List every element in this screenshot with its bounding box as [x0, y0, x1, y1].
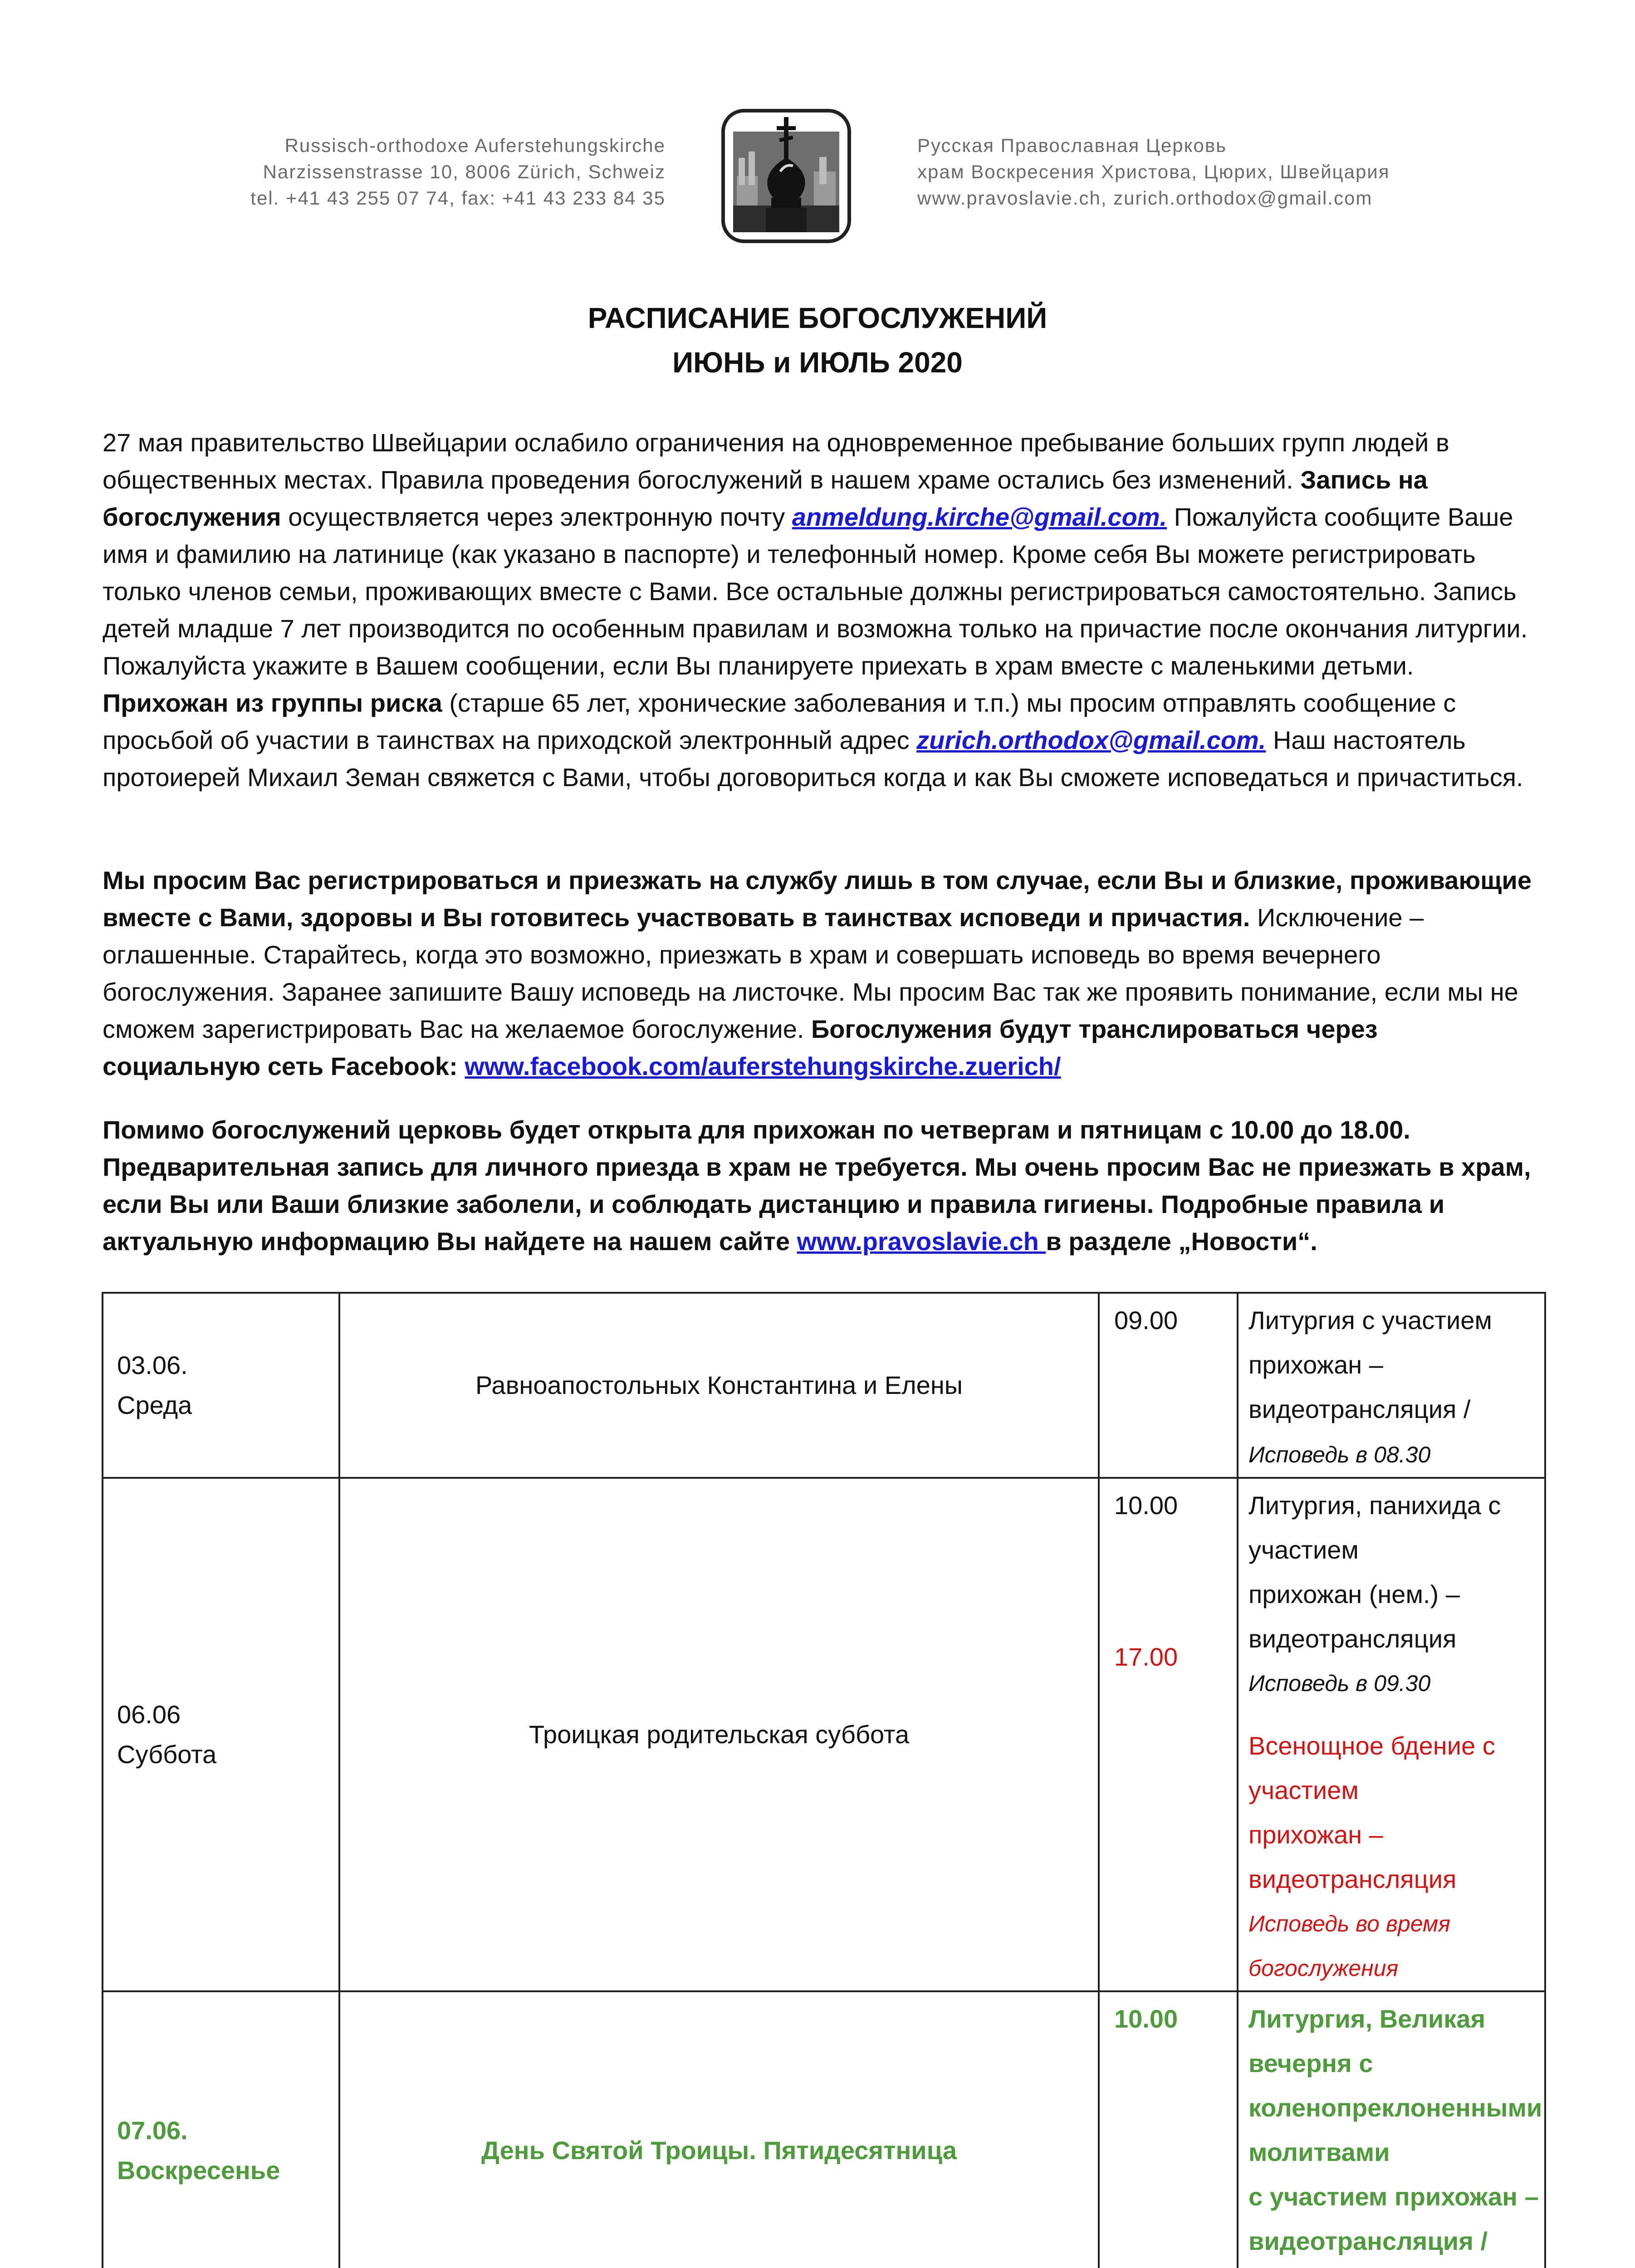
service-line: Всенощное бдение с участием — [1248, 1731, 1495, 1804]
table-row — [103, 1293, 1545, 1478]
letterhead-line: www.pravoslavie.ch, zurich.orthodox@gmail.com — [917, 187, 1373, 209]
intro-paragraph — [103, 424, 1536, 796]
feast-cell — [339, 1478, 1099, 1991]
service-line: с участием прихожан – — [1248, 2182, 1539, 2211]
date: 07.06. — [117, 2116, 188, 2145]
request-bold-broadcast: Богослужения будут транслироваться через социальную сеть Facebook: — [103, 1015, 1378, 1080]
time-cell — [1099, 1991, 1238, 2268]
confession-note: Исповедь в 08.30 — [1248, 1442, 1431, 1467]
service-time: 10.00 — [1114, 2004, 1178, 2033]
letterhead-line: Русская Православная Церковь — [917, 135, 1227, 156]
letterhead-line: храм Воскресения Христова, Цюрих, Швейцария — [917, 161, 1390, 182]
confession-note: Исповедь в 09.30 — [1248, 1671, 1431, 1696]
title-line-1: РАСПИСАНИЕ БОГОСЛУЖЕНИЙ — [587, 302, 1048, 334]
time-cell — [1099, 1478, 1238, 1991]
time-cell — [1099, 1293, 1238, 1478]
date-cell — [103, 1478, 339, 1991]
opening-paragraph — [103, 1111, 1536, 1260]
service-cell — [1238, 1478, 1545, 1991]
request-paragraph — [103, 862, 1536, 1085]
intro-text: Наш настоятель протоиерей Михаил Земан свяжется с Вами, чтобы договориться когда и как Вы сможете исповедаться и причаститься. — [103, 726, 1523, 792]
intro-text: 27 мая правительство Швейцарии ослабило ограничения на одновременное пребывание больших групп людей в общественных местах. Правила проведения богослужений в нашем храме остались без изменений. — [103, 428, 1449, 494]
feast-name: Троицкая родительская суббота — [529, 1720, 910, 1749]
parish-email-link[interactable]: zurich.orthodox@gmail.com. — [916, 726, 1266, 754]
website-link[interactable]: www.pravoslavie.ch — [797, 1227, 1046, 1256]
date: 06.06 — [117, 1700, 181, 1729]
letterhead-line: Russisch-orthodoxe Auferstehungskirche — [284, 135, 666, 156]
service-time: 17.00 — [1114, 1642, 1178, 1671]
church-logo-icon — [720, 108, 852, 244]
service-line: Литургия с участием прихожан – — [1248, 1306, 1492, 1379]
date-cell — [103, 1991, 339, 2268]
service-line: коленопреклоненными молитвами — [1248, 2093, 1542, 2166]
service-line: видеотрансляция / — [1248, 1395, 1471, 1423]
service-cell — [1238, 1991, 1545, 2268]
weekday: Воскресенье — [117, 2156, 280, 2185]
feast-name: День Святой Троицы. Пятидесятница — [481, 2136, 957, 2165]
opening-bold-news: в разделе „Новости“. — [1046, 1227, 1317, 1256]
title-line-2: ИЮНЬ и ИЮЛЬ 2020 — [672, 346, 963, 379]
service-line: Литургия, панихида с участием — [1248, 1491, 1501, 1564]
service-line: Литургия, Великая вечерня с — [1248, 2004, 1486, 2077]
intro-bold-risk-group: Прихожан из группы риска — [103, 689, 442, 717]
request-text: Исключение – оглашенные. Старайтесь, когда это возможно, приезжать в храм и совершать исповедь во время вечернего богослужения. Заранее запишите Вашу исповедь на листочке. Мы просим Вас так же проявить понимание, если мы не сможем зарегистрировать Вас на желаемое богослужение. — [103, 903, 1518, 1043]
date-cell — [103, 1293, 339, 1478]
letterhead-line: Narzissenstrasse 10, 8006 Zürich, Schweiz — [263, 161, 666, 182]
intro-bold-registration: Запись на богослужения — [103, 465, 1428, 531]
letterhead-russian — [917, 132, 1390, 211]
service-line: видеотрансляция / — [1248, 2227, 1488, 2255]
service-time: 09.00 — [1114, 1306, 1178, 1334]
table-row — [103, 1478, 1545, 1991]
feast-cell — [339, 1991, 1099, 2268]
intro-text: Пожалуйста сообщите Ваше имя и фамилию на латинице (как указано в паспорте) и телефонный номер. Кроме себя Вы можете регистрировать только членов семьи, проживающих вместе с Вами. Все остальные должны регистрироваться самостоятельно. Запись детей младше 7 лет производится по особенным правилам и возможна только на причастие после окончания литургии. Пожалуйста укажите в Вашем сообщении, если Вы планируете приехать в храм вместе с маленькими детьми. — [103, 503, 1528, 680]
intro-text: осуществляется через электронную почту — [281, 503, 792, 531]
weekday: Суббота — [117, 1740, 217, 1769]
opening-bold-text: Помимо богослужений церковь будет открыта для прихожан по четвергам и пятницам с 10.00 до 18.00. Предварительная запись для личного приезда в храм не требуется. Мы очень просим Вас не приезжать в храм, если Вы или Ваши близкие заболели, и соблюдать дистанцию и правила гигиены. Подробные правила и актуальную информацию Вы найдете на нашем сайте — [103, 1115, 1531, 1256]
service-line: прихожан (нем.) – видеотрансляция — [1248, 1580, 1460, 1653]
page-title — [0, 296, 1635, 385]
table-row — [103, 1991, 1545, 2268]
request-bold-text: Мы просим Вас регистрироваться и приезжать на службу лишь в том случае, если Вы и близкие, проживающие вместе с Вами, здоровы и Вы готовитесь участвовать в таинствах исповеди и причастия. — [103, 866, 1532, 932]
service-time: 10.00 — [1114, 1491, 1178, 1520]
service-line: прихожан – видеотрансляция — [1248, 1820, 1457, 1893]
confession-note: Исповедь во время богослужения — [1248, 1911, 1450, 1981]
letterhead-line: tel. +41 43 255 07 74, fax: +41 43 233 84 35 — [250, 187, 666, 209]
feast-name: Равноапостольных Константина и Елены — [475, 1371, 963, 1399]
date: 03.06. — [117, 1351, 188, 1379]
schedule-table — [102, 1292, 1546, 2268]
registration-email-link[interactable]: anmeldung.kirche@gmail.com. — [792, 503, 1167, 531]
intro-text: (старше 65 лет, хронические заболевания и т.п.) мы просим отправлять сообщение с просьбой об участии в таинствах на приходской электронный адрес — [103, 689, 1456, 754]
feast-cell — [339, 1293, 1099, 1478]
weekday: Среда — [117, 1391, 192, 1419]
letterhead-german — [250, 132, 666, 211]
service-cell — [1238, 1293, 1545, 1478]
facebook-link[interactable]: www.facebook.com/auferstehungskirche.zuerich/ — [465, 1052, 1061, 1080]
